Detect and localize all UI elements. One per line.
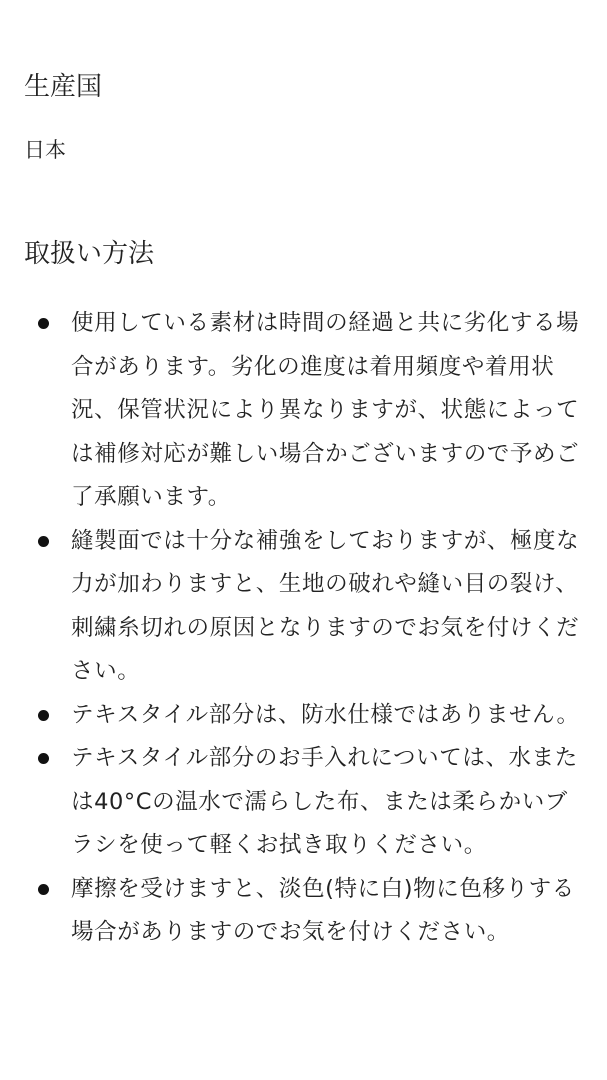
bullet-icon [38,710,49,721]
care-item-text: 摩擦を受けますと、淡色(特に白)物に色移りする場合がありますのでお気を付けください。 [71,875,575,945]
care-item-text: 縫製面では十分な補強をしておりますが、極度な力が加わりますと、生地の破れや縫い目の裂け、刺繍糸切れの原因となりますのでお気を付けください。 [71,527,580,684]
bullet-icon [38,536,49,547]
care-item-text: テキスタイル部分は、防水仕様ではありません。 [71,701,580,728]
care-item [24,868,584,955]
care-item [24,737,584,868]
bullet-icon [38,884,49,895]
care-item [24,520,584,694]
care-heading: 取扱い方法 [24,239,155,269]
care-item [24,302,584,520]
origin-heading: 生産国 [24,72,103,102]
care-item-text: テキスタイル部分のお手入れについては、水または40°Cの温水で濡らした布、または柔らかいブラシを使って軽くお拭き取りください。 [71,745,578,858]
origin-value: 日本 [24,138,66,162]
care-instructions-list [24,302,584,955]
care-item [24,694,584,738]
bullet-icon [38,318,49,329]
care-item-text: 使用している素材は時間の経過と共に劣化する場合があります。劣化の進度は着用頻度や着用状況、保管状況により異なりますが、状態によっては補修対応が難しい場合かございますので予めご了承願います。 [71,310,580,510]
bullet-icon [38,753,49,764]
